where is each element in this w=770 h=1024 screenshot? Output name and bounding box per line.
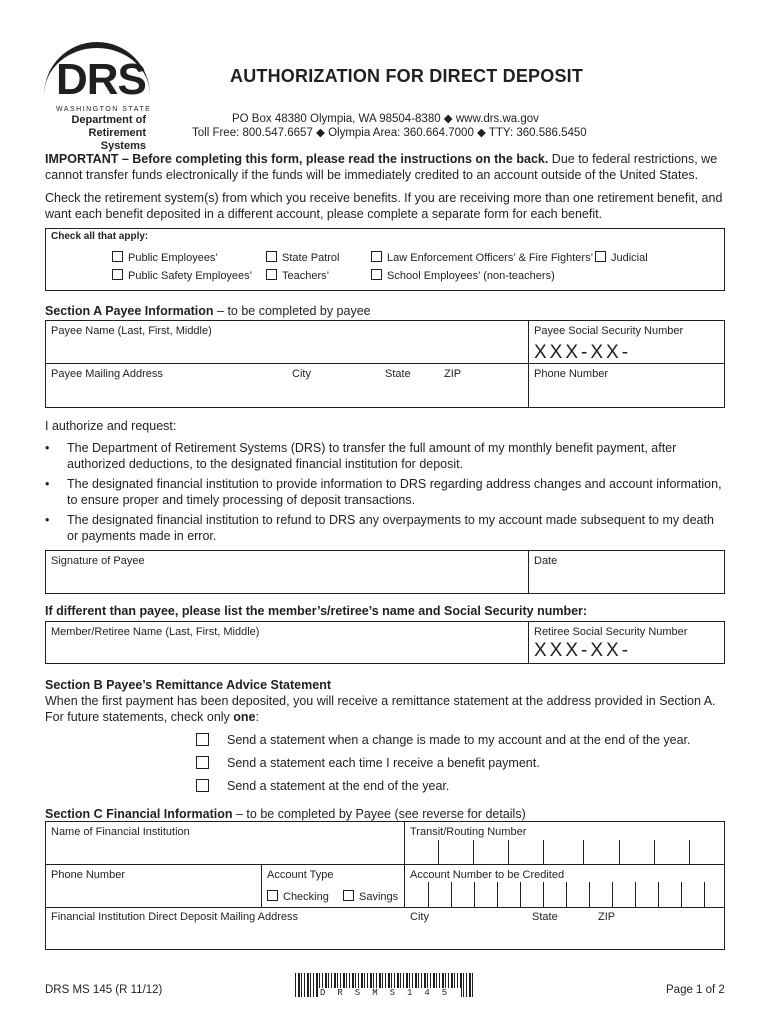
option-label: Checking	[283, 891, 329, 903]
checking-option[interactable]	[267, 890, 329, 903]
divider	[528, 321, 529, 407]
institution-city-field[interactable]: City	[410, 911, 429, 923]
section-a-heading	[45, 304, 371, 318]
payee-ssn-label: Payee Social Security Number	[534, 325, 684, 337]
option-law-enforcement[interactable]	[371, 251, 593, 264]
checkbox[interactable]	[112, 269, 123, 280]
institution-zip-field[interactable]: ZIP	[598, 911, 616, 923]
signature-box	[45, 550, 725, 594]
routing-number-field[interactable]: Transit/Routing Number	[410, 826, 527, 838]
digit-divider	[619, 840, 620, 864]
account-number-field[interactable]: Account Number to be Credited	[410, 869, 565, 881]
digit-divider	[583, 840, 584, 864]
payee-zip-field[interactable]: ZIP	[444, 368, 462, 380]
option-label: Public Safety Employees’	[128, 270, 253, 282]
retiree-ssn-field[interactable]: XXX-XX-	[534, 640, 632, 661]
logo-department	[50, 114, 146, 153]
option-label: Send a statement when a change is made to my account and at the end of the year.	[227, 733, 691, 747]
institution-address-field[interactable]: Financial Institution Direct Deposit Mailing Address	[51, 911, 299, 923]
option-label: Judicial	[611, 252, 648, 264]
statement-option-year-end[interactable]	[196, 779, 450, 793]
retiree-ssn-label: Retiree Social Security Number	[534, 626, 688, 638]
section-b-text-bold: one	[233, 710, 256, 724]
digit-divider	[497, 882, 498, 907]
systems-heading: Check all that apply:	[51, 231, 149, 242]
checkbox[interactable]	[266, 269, 277, 280]
member-name-field[interactable]: Member/Retiree Name (Last, First, Middle)	[51, 626, 260, 638]
option-label: Savings	[359, 891, 399, 903]
savings-option[interactable]	[343, 890, 398, 903]
bullet-text: The Department of Retirement Systems (DRS) to transfer the full amount of my monthly benefit payment, after authorized deductions, to the designated financial institution for deposit.	[67, 441, 677, 471]
account-type-label: Account Type	[267, 869, 334, 881]
digit-divider	[566, 882, 567, 907]
section-b-heading: Section B Payee’s Remittance Advice Statement	[45, 678, 331, 692]
checkbox[interactable]	[267, 890, 278, 901]
digit-divider	[520, 882, 521, 907]
form-title: AUTHORIZATION FOR DIRECT DEPOSIT	[230, 66, 584, 86]
option-school-employees[interactable]	[371, 269, 555, 282]
option-public-safety[interactable]	[112, 269, 252, 282]
option-teachers[interactable]	[266, 269, 329, 282]
important-rest: Due to federal restrictions, we cannot transfer funds electronically if the funds will be immediately credited to an account outside of the United States.	[45, 152, 718, 182]
digit-divider	[612, 882, 613, 907]
member-box	[45, 621, 725, 664]
payee-state-field[interactable]: State	[385, 368, 411, 380]
checkbox[interactable]	[112, 251, 123, 262]
option-label: Send a statement each time I receive a benefit payment.	[227, 756, 540, 770]
option-label: Send a statement at the end of the year.	[227, 779, 450, 793]
page-number: Page 1 of 2	[666, 984, 725, 996]
checkbox[interactable]	[595, 251, 606, 262]
digit-divider	[543, 840, 544, 864]
digit-divider	[681, 882, 682, 907]
digit-divider	[543, 882, 544, 907]
checkbox[interactable]	[196, 756, 209, 769]
digit-divider	[451, 882, 452, 907]
option-state-patrol[interactable]	[266, 251, 339, 264]
section-a-subtitle: – to be completed by payee	[213, 304, 371, 318]
option-public-employees[interactable]	[112, 251, 218, 264]
bullet-text: The designated financial institution to refund to DRS any overpayments to my account made subsequent to my death or payments made in error.	[67, 513, 714, 543]
signature-field[interactable]: Signature of Payee	[51, 555, 145, 567]
digit-divider	[473, 840, 474, 864]
important-bold: IMPORTANT – Before completing this form, please read the instructions on the back.	[45, 152, 549, 166]
checkbox[interactable]	[343, 890, 354, 901]
checkbox[interactable]	[371, 269, 382, 280]
systems-box	[45, 228, 725, 291]
option-label: State Patrol	[282, 252, 340, 264]
payee-info-grid	[45, 320, 725, 408]
payee-city-field[interactable]: City	[292, 368, 311, 380]
logo-text: DRS	[56, 55, 146, 104]
payee-phone-field[interactable]: Phone Number	[534, 368, 608, 380]
checkbox[interactable]	[196, 733, 209, 746]
option-label: Law Enforcement Officers’ & Fire Fighters’	[387, 252, 594, 264]
digit-divider	[589, 882, 590, 907]
address-line-1: PO Box 48380 Olympia, WA 98504-8380 ◆ www.drs.wa.gov	[232, 113, 539, 125]
digit-divider	[704, 882, 705, 907]
divider	[46, 907, 724, 908]
divider	[528, 551, 529, 593]
statement-option-change[interactable]	[196, 733, 691, 747]
digit-divider	[689, 840, 690, 864]
section-c-subtitle: – to be completed by Payee (see reverse for details)	[232, 807, 526, 821]
bullet-text: The designated financial institution to provide information to DRS regarding address changes and account information, to ensure proper and timely processing of deposit transactions.	[67, 477, 722, 507]
authorization-lead: I authorize and request:	[45, 419, 177, 433]
address-line-2: Toll Free: 800.547.6657 ◆ Olympia Area: 360.664.7000 ◆ TTY: 360.586.5450	[192, 127, 587, 139]
digit-divider	[438, 840, 439, 864]
form-id: DRS MS 145 (R 11/12)	[45, 984, 163, 996]
date-field[interactable]: Date	[534, 555, 558, 567]
divider	[404, 822, 405, 907]
section-c-heading	[45, 807, 526, 821]
check-instructions: Check the retirement system(s) from which you receive benefits. If you are receiving more than one retirement benefit, and want each benefit deposited in a different account, please complete a separate form for each benefit.	[45, 191, 723, 221]
logo-dept-line2: Retirement Systems	[88, 127, 146, 152]
digit-divider	[635, 882, 636, 907]
section-b-text-post: :	[255, 710, 259, 724]
institution-name-field[interactable]: Name of Financial Institution	[51, 826, 190, 838]
section-a-title: Section A Payee Information	[45, 304, 214, 318]
institution-phone-field[interactable]: Phone Number	[51, 869, 125, 881]
section-b-text	[45, 693, 735, 725]
option-judicial[interactable]	[595, 251, 648, 264]
institution-state-field[interactable]: State	[532, 911, 558, 923]
financial-info-grid	[45, 821, 725, 950]
option-label: School Employees’ (non-teachers)	[387, 270, 555, 282]
divider	[261, 865, 262, 907]
checkbox[interactable]	[196, 779, 209, 792]
important-notice	[45, 151, 735, 183]
statement-option-each-payment[interactable]	[196, 756, 540, 770]
payee-address-field[interactable]: Payee Mailing Address	[51, 368, 163, 380]
digit-divider	[508, 840, 509, 864]
bullet-dot: •	[45, 513, 50, 527]
section-c-title: Section C Financial Information	[45, 807, 233, 821]
bullet-dot: •	[45, 477, 50, 491]
digit-divider	[474, 882, 475, 907]
digit-divider	[658, 882, 659, 907]
bullet-dot: •	[45, 441, 50, 455]
checkbox[interactable]	[266, 251, 277, 262]
barcode-text: DRSMS145	[320, 988, 460, 998]
section-b-text-pre: When the first payment has been deposited, you will receive a remittance statement at the address provided in Section A. For future statements, check only	[45, 694, 716, 724]
payee-ssn-field[interactable]: XXX-XX-	[534, 342, 632, 363]
member-heading: If different than payee, please list the member’s/retiree’s name and Social Security number:	[45, 604, 588, 618]
divider	[528, 622, 529, 663]
logo-dept-line1: Department of	[71, 114, 146, 126]
divider	[46, 864, 724, 865]
logo-state: WASHINGTON STATE	[56, 106, 152, 113]
checkbox[interactable]	[371, 251, 382, 262]
payee-name-field[interactable]: Payee Name (Last, First, Middle)	[51, 325, 212, 337]
digit-divider	[654, 840, 655, 864]
option-label: Public Employees’	[128, 252, 218, 264]
option-label: Teachers’	[282, 270, 330, 282]
digit-divider	[428, 882, 429, 907]
